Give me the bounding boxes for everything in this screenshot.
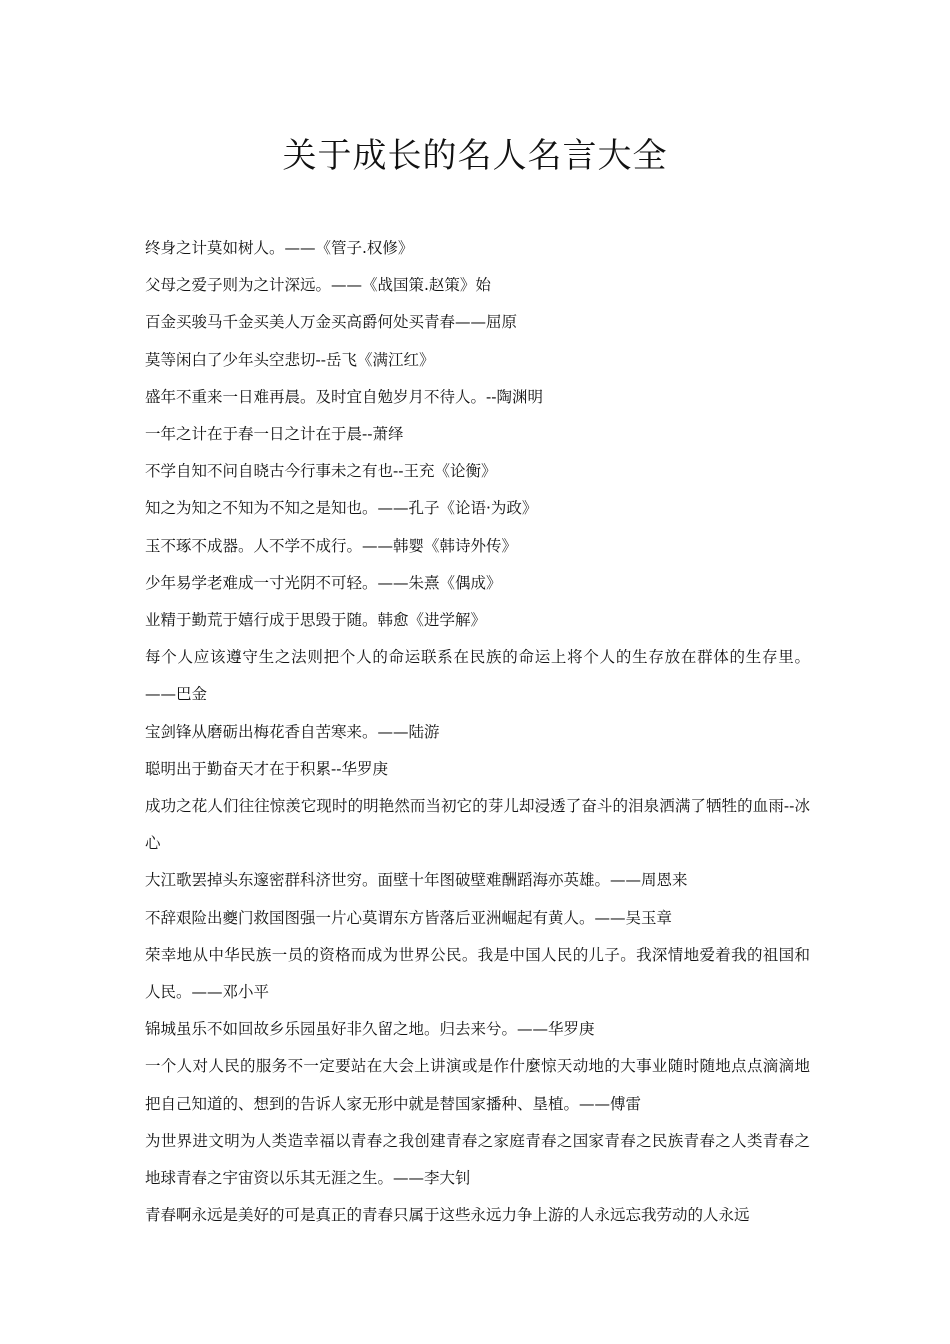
- quote-item: 百金买骏马千金买美人万金买高爵何处买青春——屈原: [145, 313, 518, 332]
- quote-item: 一年之计在于春一日之计在于晨--萧绎: [145, 425, 404, 444]
- quote-item: 为世界进文明为人类造幸福以青春之我创建青春之家庭青春之国家青春之民族青春之人类青春之地球青春之宇宙资以乐其无涯之生。——李大钊: [145, 1131, 810, 1188]
- quote-item: 大江歌罢掉头东邃密群科济世穷。面壁十年图破壁难酬蹈海亦英雄。——周恩来: [145, 871, 688, 890]
- quote-item: 少年易学老难成一寸光阴不可轻。——朱熹《偶成》: [145, 573, 502, 592]
- quote-item: 知之为知之不知为不知之是知也。——孔子《论语·为政》: [145, 499, 538, 518]
- quote-item: 父母之爱子则为之计深远。——《战国策.赵策》始: [145, 276, 491, 295]
- quote-item: 宝剑锋从磨砺出梅花香自苦寒来。——陆游: [145, 722, 440, 741]
- quote-item: 荣幸地从中华民族一员的资格而成为世界公民。我是中国人民的儿子。我深情地爱着我的祖国和人民。——邓小平: [145, 945, 810, 1002]
- quote-item: 一个人对人民的服务不一定要站在大会上讲演或是作什麼惊天动地的大事业随时随地点点滴滴地把自己知道的、想到的告诉人家无形中就是替国家播种、垦植。——傅雷: [145, 1057, 810, 1113]
- quote-item: 聪明出于勤奋天才在于积累--华罗庚: [145, 759, 388, 778]
- quote-item: 每个人应该遵守生之法则把个人的命运联系在民族的命运上将个人的生存放在群体的生存里。——巴金: [145, 648, 810, 704]
- quote-item: 锦城虽乐不如回故乡乐园虽好非久留之地。归去来兮。——华罗庚: [145, 1020, 595, 1039]
- quote-item: 青春啊永远是美好的可是真正的青春只属于这些永远力争上游的人永远忘我劳动的人永远: [145, 1206, 750, 1225]
- quote-list: [145, 230, 810, 1234]
- quote-item: 盛年不重来一日难再晨。及时宜自勉岁月不待人。--陶渊明: [145, 387, 543, 406]
- quote-item: 成功之花人们往往惊羡它现时的明艳然而当初它的芽儿却浸透了奋斗的泪泉洒满了牺牲的血雨--冰心: [145, 797, 810, 853]
- quote-item: 不学自知不问自晓古今行事未之有也--王充《论衡》: [145, 462, 497, 481]
- quote-item: 终身之计莫如树人。——《管子.权修》: [145, 239, 414, 257]
- quote-item: 业精于勤荒于嬉行成于思毁于随。韩愈《进学解》: [145, 611, 487, 630]
- quote-item: 不辞艰险出夔门救国图强一片心莫谓东方皆落后亚洲崛起有黄人。——吴玉章: [145, 908, 673, 927]
- page-title: 关于成长的名人名言大全: [282, 136, 668, 176]
- quote-item: 莫等闲白了少年头空悲切--岳飞《满江红》: [145, 350, 435, 369]
- quote-item: 玉不琢不成器。人不学不成行。——韩婴《韩诗外传》: [145, 536, 518, 555]
